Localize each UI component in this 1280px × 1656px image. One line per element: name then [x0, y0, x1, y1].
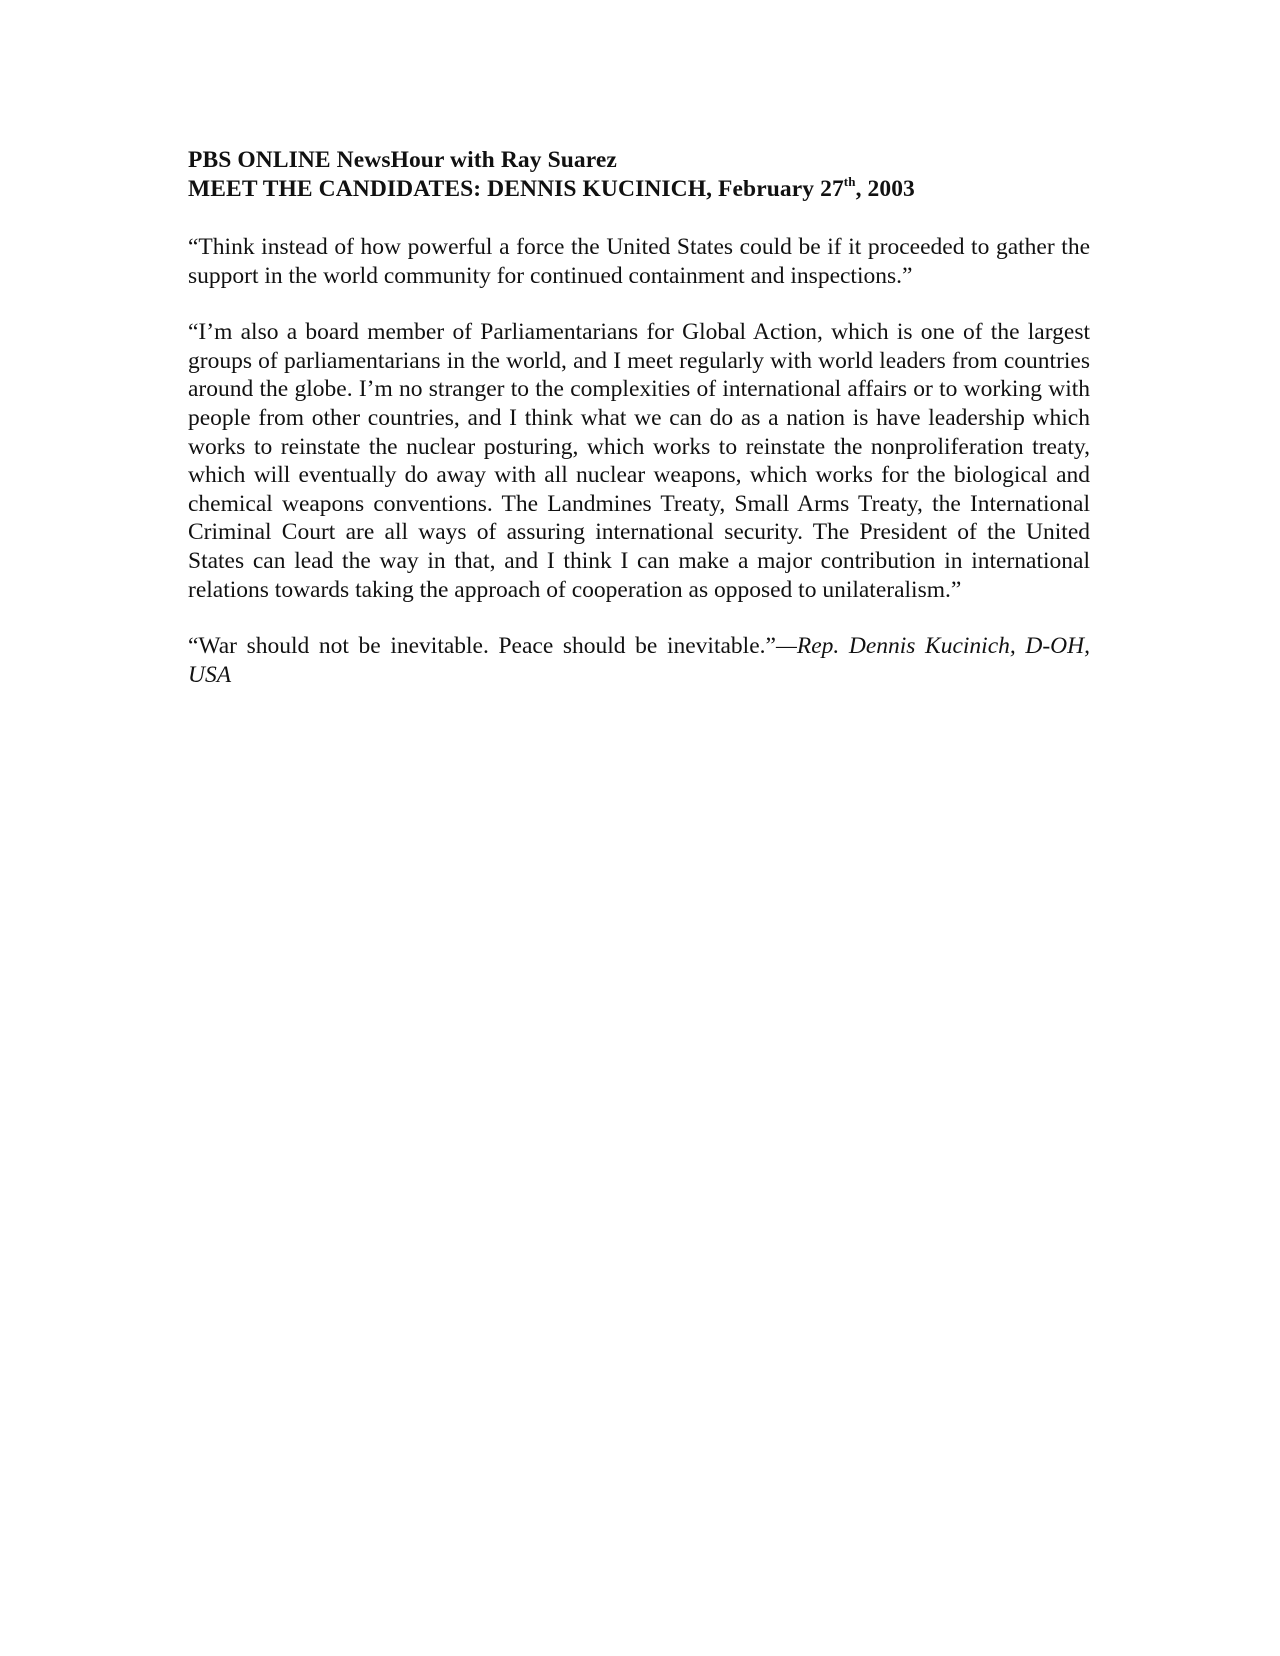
quote-paragraph-1: “Think instead of how powerful a force the United States could be if it proceeded to gather the support in the world community for continued containment and inspections.”: [188, 234, 1090, 289]
header-line-2-year: , 2003: [855, 176, 915, 202]
document-header: [188, 146, 1090, 204]
header-date-ordinal: th: [843, 174, 856, 190]
header-line-2: [188, 176, 915, 202]
header-line-1: PBS ONLINE NewsHour with Ray Suarez: [188, 147, 617, 173]
document-content: [188, 146, 1090, 689]
quote-paragraph-2: “I’m also a board member of Parliamentarians for Global Action, which is one of the largest groups of parliamentarians in the world, and I meet regularly with world leaders from countries around the globe. I’m no stranger to the complexities of international affairs or to working with people from other countries, and I think what we can do as a nation is have leadership which works to reinstate the nuclear posturing, which works to reinstate the nonproliferation treaty, which will eventually do away with all nuclear weapons, which works for the biological and chemical weapons conventions. The Landmines Treaty, Small Arms Treaty, the International Criminal Court are all ways of assuring international security. The President of the United States can lead the way in that, and I think I can make a major contribution in international relations towards taking the approach of cooperation as opposed to unilateralism.”: [188, 319, 1090, 603]
closing-quote: “War should not be inevitable. Peace should be inevitable.”: [188, 633, 776, 660]
quote-attribution: —Rep. Dennis Kucinich, D-OH, USA: [188, 633, 1090, 688]
quote-paragraph-3: [188, 632, 1090, 689]
header-line-2-main: MEET THE CANDIDATES: DENNIS KUCINICH, February 27: [188, 176, 844, 202]
